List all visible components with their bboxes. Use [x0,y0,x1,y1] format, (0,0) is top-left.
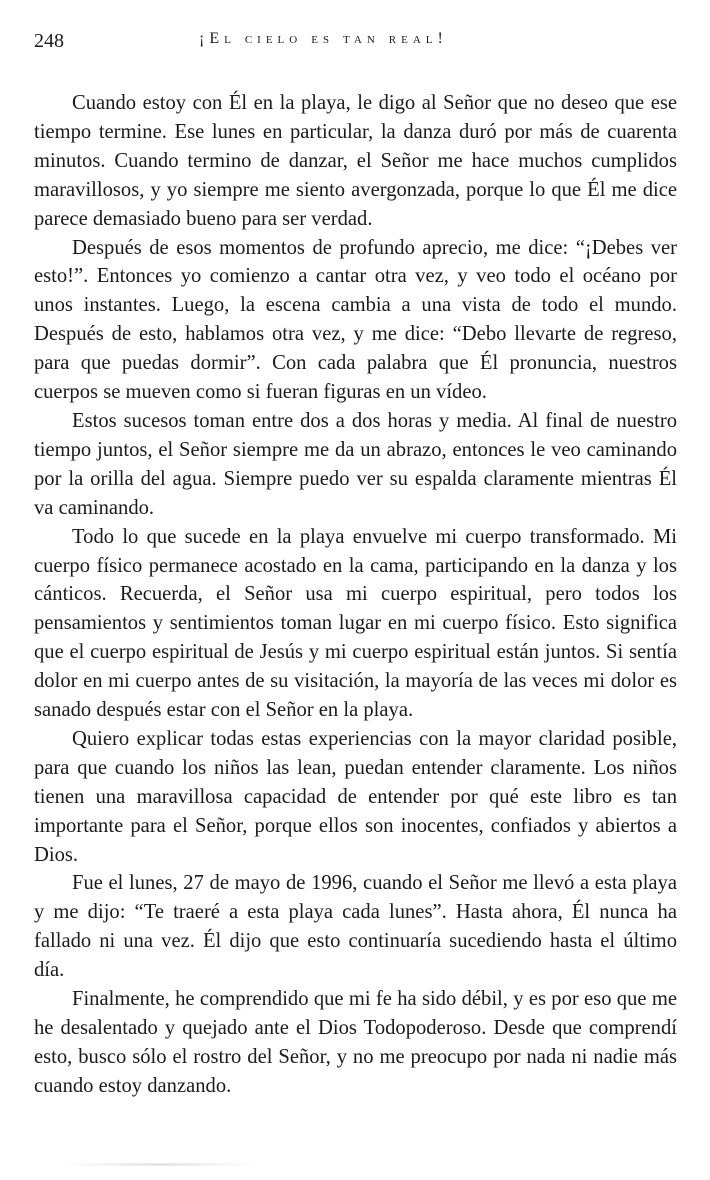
paragraph: Después de esos momentos de profundo aprecio, me dice: “¡Debes ver esto!”. Entonces yo comienzo a cantar otra vez, y veo todo el océano por unos instantes. Luego, la escena cambia a una vista de todo el mundo. Después de esto, hablamos otra vez, y me dice: “Debo llevarte de regreso, para que puedas dormir”. Con cada palabra que Él pronuncia, nuestros cuerpos se mueven como si fueran figuras en un vídeo. [34,236,677,404]
paragraph: Cuando estoy con Él en la playa, le digo al Señor que no deseo que ese tiempo termine. Ese lunes en particular, la danza duró por más de cuarenta minutos. Cuando termino de danzar, el Señor me hace muchos cumplidos maravillosos, y yo siempre me siento avergonzada, porque lo que Él me dice parece demasiado bueno para ser verdad. [34,92,677,230]
paragraph: Fue el lunes, 27 de mayo de 1996, cuando el Señor me llevó a esta playa y me dijo: “Te traeré a esta playa cada lunes”. Hasta ahora, Él nunca ha fallado ni una vez. Él dijo que esto continuaría sucediendo hasta el último día. [34,872,677,982]
paragraph: Quiero explicar todas estas experiencias con la mayor claridad posible, para que cuando los niños las lean, puedan entender claramente. Los niños tienen una maravillosa capacidad de entender por qué este libro es tan importante para el Señor, porque ellos son inocentes, confiados y abiertos a Dios. [34,727,677,866]
page-header [34,30,676,60]
page-number: 248 [34,30,64,52]
scan-smudge [60,1163,260,1166]
body-text [34,89,677,1101]
paragraph: Estos sucesos toman entre dos a dos horas y media. Al final de nuestro tiempo juntos, el Señor siempre me da un abrazo, entonces le veo caminando por la orilla del agua. Siempre puedo ver su espalda claramente mientras Él va caminando. [34,409,677,519]
running-head: ¡El cielo es tan real! [199,30,448,47]
paragraph: Finalmente, he comprendido que mi fe ha sido débil, y es por eso que me he desalentado y quejado ante el Dios Todopoderoso. Desde que comprendí esto, busco sólo el rostro del Señor, y no me preocupo por nada ni nadie más cuando estoy danzando. [34,988,677,1097]
paragraph: Todo lo que sucede en la playa envuelve mi cuerpo transformado. Mi cuerpo físico permanece acostado en la cama, participando en la danza y los cánticos. Recuerda, el Señor usa mi cuerpo espiritual, pero todos los pensamientos y sentimientos toman lugar en mi cuerpo físico. Esto significa que el cuerpo espiritual de Jesús y mi cuerpo espiritual están juntos. Si sentía dolor en mi cuerpo antes de su visitación, la mayoría de las veces mi dolor es sanado después estar con el Señor en la playa. [34,525,677,722]
